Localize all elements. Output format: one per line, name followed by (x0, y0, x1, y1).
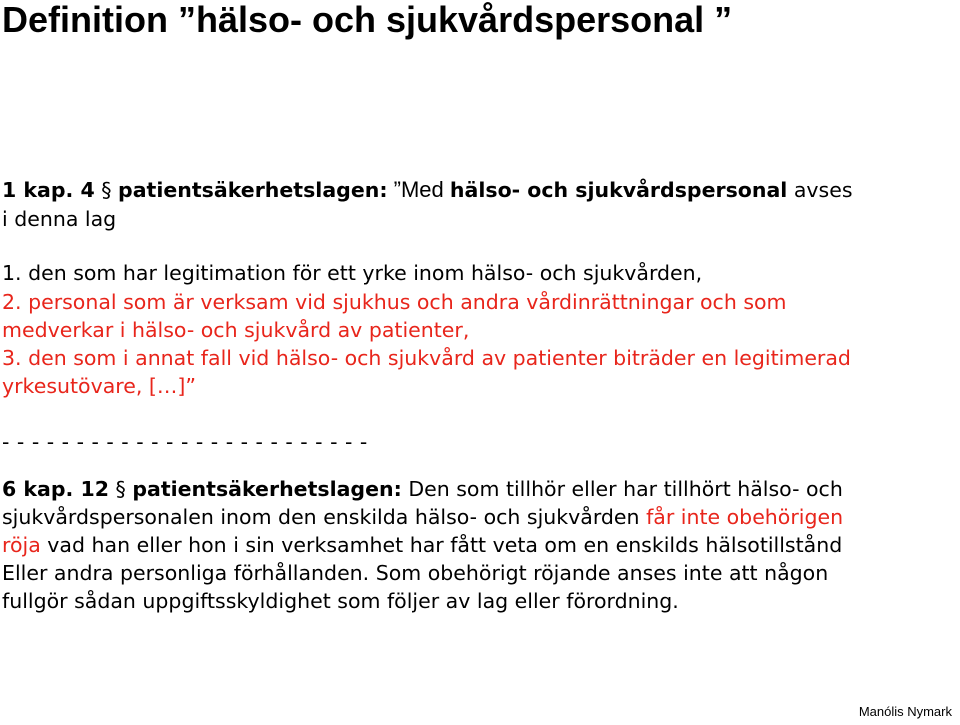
section1-item-2: 2. personal som är verksam vid sjukhus och andra vårdinrättningar och som (2, 290, 787, 314)
author-name: Manólis Nymark (858, 704, 952, 719)
section1-heading-line (2, 176, 853, 204)
section2-line-3-text: vad han eller hon i sin verksamhet har fått veta om en enskilds hälsotillstånd (40, 533, 843, 557)
section2-line-2 (2, 503, 843, 531)
section2-line-2-text: sjukvårdspersonalen inom den enskilda hälso- och sjukvården (2, 505, 647, 529)
section2-chapter-ref: 6 kap. 12 (2, 477, 109, 501)
section1-continuation: i denna lag (2, 207, 117, 231)
section2-line-1-text: Den som tillhör eller har tillhört hälso- och (401, 477, 843, 501)
section2-line-1 (2, 475, 843, 503)
section1-item-2-continuation: medverkar i hälso- och sjukvård av patienter, (2, 318, 470, 342)
section1-item-3: 3. den som i annat fall vid hälso- och sjukvård av patienter biträder en legitimerad (2, 346, 851, 370)
section2-roja-text: röja (2, 533, 41, 557)
section1-law-name: patientsäkerhetslagen: (118, 178, 388, 202)
section2-prohibition-text: får inte obehörigen (646, 505, 844, 529)
section-sign-icon: § (101, 178, 112, 202)
section2-line-3 (2, 531, 842, 559)
dashed-separator: - - - - - - - - - - - - - - - - - - - - - - - - - (2, 430, 368, 454)
section1-item-3-continuation: yrkesutövare, […]” (2, 374, 196, 398)
section2-law-name: patientsäkerhetslagen: (132, 477, 402, 501)
section1-item-1: 1. den som har legitimation för ett yrke inom hälso- och sjukvården, (2, 261, 703, 285)
page-title: Definition ”hälso- och sjukvårdspersonal ” (2, 0, 733, 40)
section1-defined-term: hälso- och sjukvårdspersonal (449, 178, 788, 202)
section1-avses: avses (787, 178, 853, 202)
section-sign-icon: § (115, 477, 126, 501)
section1-quote-open: ”Med (387, 177, 450, 202)
section2-line-5: fullgör sådan uppgiftsskyldighet som följer av lag eller förordning. (2, 589, 679, 613)
section1-chapter-ref: 1 kap. 4 (2, 178, 95, 202)
section2-line-4: Eller andra personliga förhållanden. Som obehörigt röjande anses inte att någon (2, 561, 829, 585)
